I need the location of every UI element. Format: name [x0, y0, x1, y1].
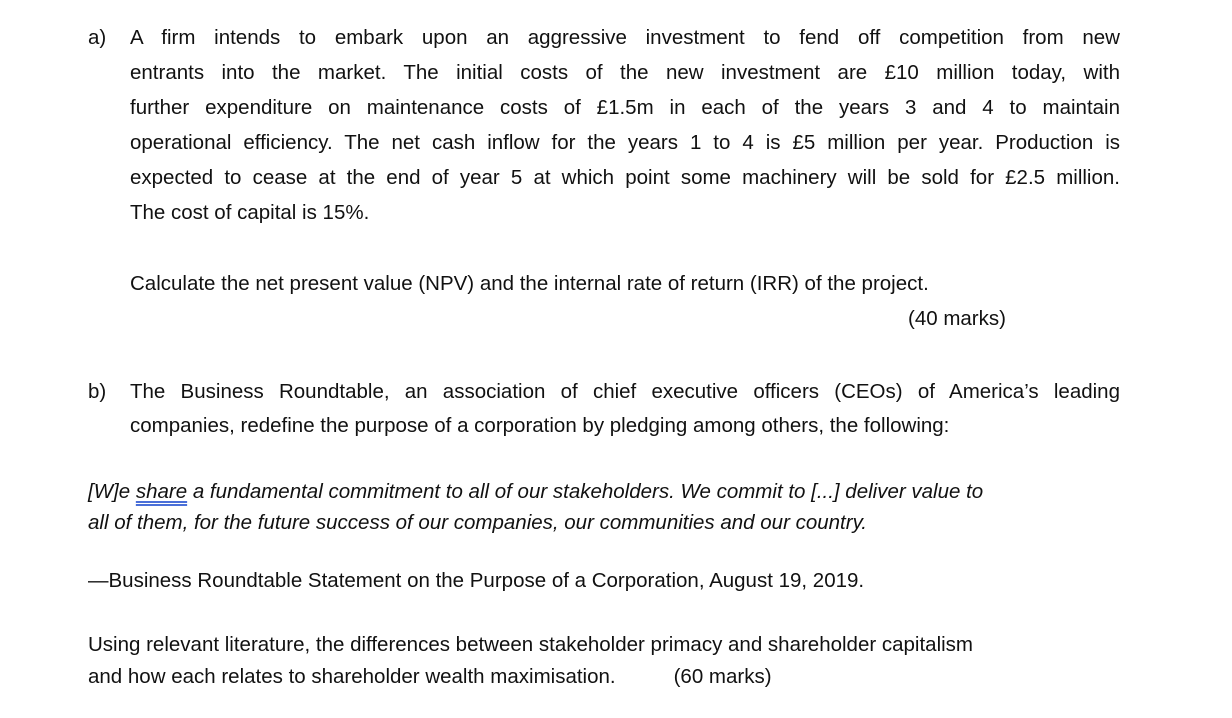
quote-attribution: —Business Roundtable Statement on the Purpose of a Corporation, August 19, 2019. [88, 569, 865, 592]
question-b-paragraph [130, 375, 1120, 443]
question-b-task [88, 629, 1118, 693]
question-a-instruction: Calculate the net present value (NPV) and the internal rate of return (IRR) of the project. [130, 272, 929, 295]
question-b-task-line-1: Using relevant literature, the differences between stakeholder primacy and shareholder capitalism [88, 633, 974, 656]
question-b-task-line-2 [88, 661, 1118, 693]
question-b-marks: (60 marks) [673, 665, 772, 688]
question-b-line-2: companies, redefine the purpose of a corporation by pledging among others, the following: [130, 414, 950, 437]
quote-line-2: all of them, for the future success of our companies, our communities and our country. [88, 511, 867, 534]
spellcheck-underlined-word: share [135, 480, 188, 503]
question-a-paragraph [130, 20, 1120, 230]
question-a-line-1: A firm intends to embark upon an aggressive investment to fend off competition from new [130, 26, 1120, 49]
quote-line-1 [88, 476, 1118, 507]
question-a-label: a) [88, 26, 107, 49]
question-b-task-line-2-text: and how each relates to shareholder wealth maximisation. [88, 665, 616, 688]
quote-line-1-start: [W]e [88, 480, 136, 503]
question-a-line-6: The cost of capital is 15%. [130, 201, 370, 224]
question-a-line-3: further expenditure on maintenance costs of £1.5m in each of the years 3 and 4 to maintain [130, 96, 1120, 119]
question-a-line-5: expected to cease at the end of year 5 at which point some machinery will be sold for £2.5 million. [130, 166, 1120, 189]
question-b-line-1: The Business Roundtable, an association of chief executive officers (CEOs) of America’s leading [130, 380, 1120, 403]
question-a-line-4: operational efficiency. The net cash inflow for the years 1 to 4 is £5 million per year. Production is [130, 131, 1120, 154]
question-a-line-2: entrants into the market. The initial costs of the new investment are £10 million today, with [130, 61, 1120, 84]
quote-line-1-end: a fundamental commitment to all of our stakeholders. We commit to [...] deliver value to [187, 480, 984, 503]
question-a-marks: (40 marks) [908, 307, 1006, 330]
quote-block [88, 476, 1118, 538]
question-b-label: b) [88, 380, 107, 403]
